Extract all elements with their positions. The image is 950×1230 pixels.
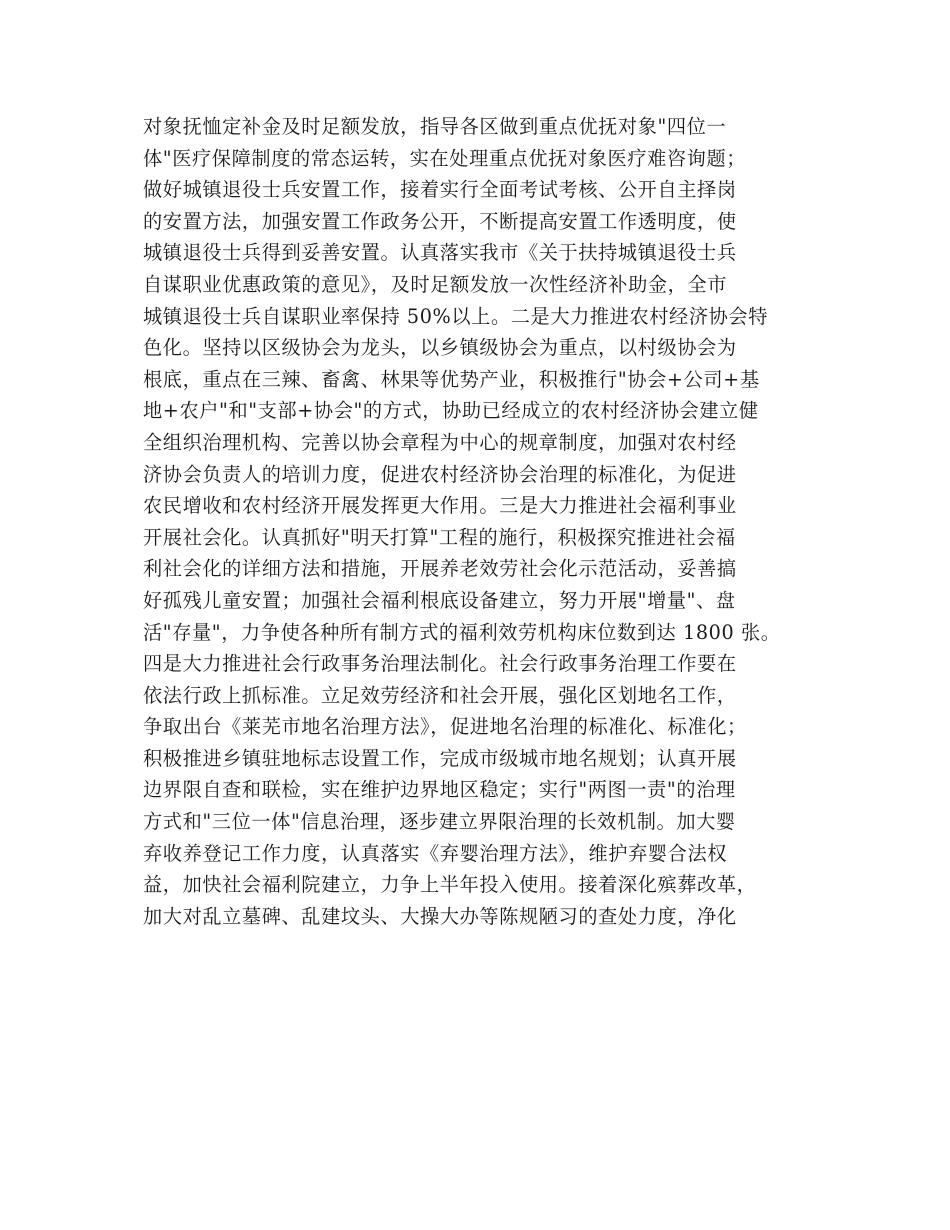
- text-line: 做好城镇退役士兵安置工作，接着实行全面考试考核、公开自主择岗: [143, 178, 737, 202]
- text-line: 边界限自查和联检，实在维护边界地区稳定；实行"两图一责"的治理: [143, 778, 736, 802]
- text-line: 弃收养登记工作力度，认真落实《弃婴治理方法》，维护弃婴合法权: [143, 841, 728, 865]
- text-line: 方式和"三位一体"信息治理，逐步建立界限治理的长效机制。加大婴: [143, 810, 736, 834]
- text-line: 自谋职业优惠政策的意见》，及时足额发放一次性经济补助金，全市: [143, 272, 728, 296]
- text-line: 积极推进乡镇驻地标志设置工作，完成市级城市地名规划；认真开展: [143, 746, 737, 770]
- text-line: 对象抚恤定补金及时足额发放，指导各区做到重点优抚对象"四位一: [143, 115, 727, 138]
- text-line: 城镇退役士兵得到妥善安置。认真落实我市《关于扶持城镇退役士兵: [143, 241, 737, 265]
- text-line: 的安置方法，加强安置工作政务公开，不断提高安置工作透明度，使: [143, 209, 737, 233]
- text-line: 城镇退役士兵自谋职业率保持 50%以上。二是大力推进农村经济协会特: [143, 304, 768, 328]
- text-line: 体"医疗保障制度的常态运转，实在处理重点优抚对象医疗难咨询题；: [143, 146, 747, 170]
- text-line: 争取出台《莱芜市地名治理方法》，促进地名治理的标准化、标准化；: [143, 715, 747, 739]
- text-line: 好孤残儿童安置；加强社会福利根底设备建立，努力开展"增量"、盘: [143, 588, 736, 612]
- text-line: 依法行政上抓标准。立足效劳经济和社会开展，强化区划地名工作，: [143, 683, 737, 707]
- text-line: 加大对乱立墓碑、乱建坟头、大操大办等陈规陋习的查处力度，净化: [143, 904, 737, 928]
- text-line: 活"存量"，力争使各种所有制方式的福利效劳机构床位数到达 1800 张。: [143, 620, 781, 644]
- body-text: [143, 111, 823, 932]
- text-line: 济协会负责人的培训力度，促进农村经济协会治理的标准化，为促进: [143, 462, 737, 486]
- text-line: 地+农户"和"支部+协会"的方式，协助已经成立的农村经济协会建立健: [143, 399, 759, 423]
- text-line: 全组织治理机构、完善以协会章程为中心的规章制度，加强对农村经: [143, 430, 737, 454]
- text-line: 四是大力推进社会行政事务治理法制化。社会行政事务治理工作要在: [143, 652, 737, 676]
- text-line: 农民增收和农村经济开展发挥更大作用。三是大力推进社会福利事业: [143, 494, 737, 518]
- text-line: 根底，重点在三辣、畜禽、林果等优势产业，积极推行"协会+公司+基: [143, 367, 760, 391]
- text-line: 色化。坚持以区级协会为龙头，以乡镇级协会为重点，以村级协会为: [143, 336, 737, 360]
- text-line: 益，加快社会福利院建立，力争上半年投入使用。接着深化殡葬改革，: [143, 873, 757, 897]
- text-line: 开展社会化。认真抓好"明天打算"工程的施行，积极探究推进社会福: [143, 525, 736, 549]
- text-line: 利社会化的详细方法和措施，开展养老效劳社会化示范活动，妥善搞: [143, 557, 737, 581]
